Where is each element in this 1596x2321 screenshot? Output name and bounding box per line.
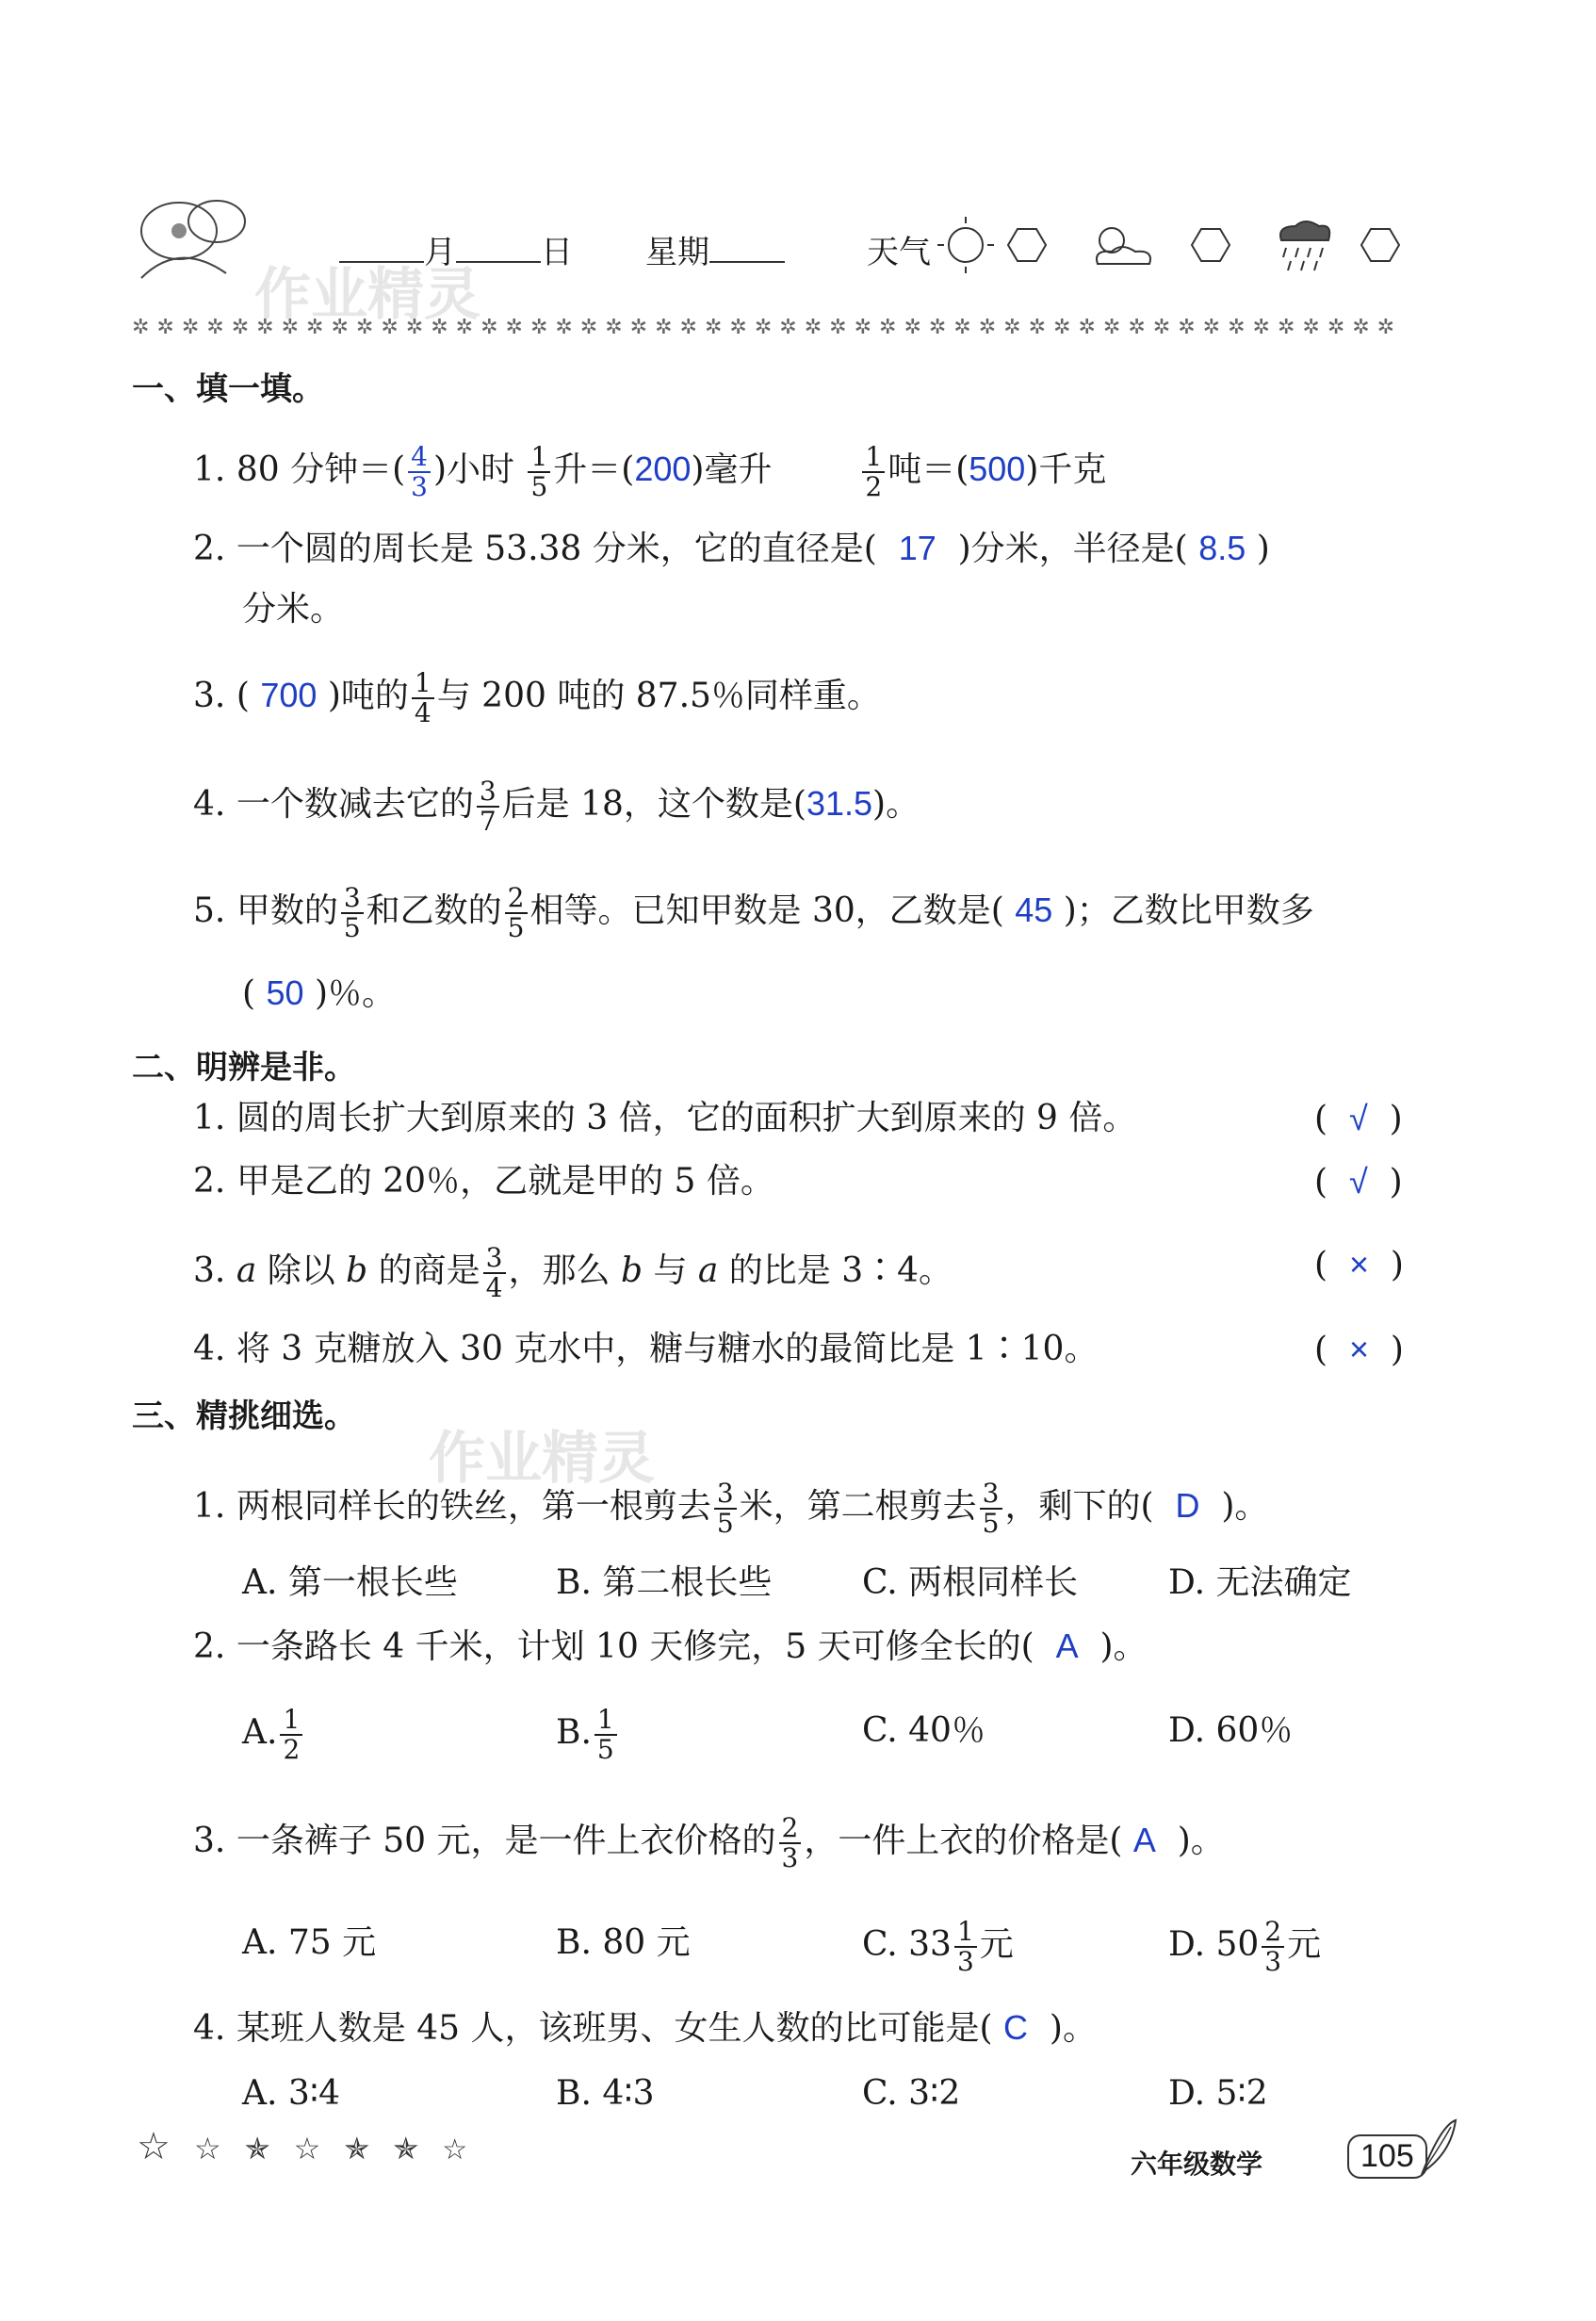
- leaf-decoration-icon: [1413, 2116, 1460, 2185]
- star-icon: ☆: [442, 2133, 468, 2166]
- s3-q4: 4. 某班人数是 45 人，该班男、女生人数的比可能是( C )。: [193, 2008, 1097, 2048]
- s2-q1: 1. 圆的周长扩大到原来的 3 倍，它的面积扩大到原来的 9 倍。: [193, 1099, 1137, 1137]
- date-month: 月 日: [339, 226, 573, 272]
- s1-q4: 4. 一个数减去它的 $\frac{3}{7}$ 后是 18，这个数是(31.5)。: [193, 776, 920, 837]
- page-number: 105: [1347, 2134, 1427, 2179]
- s2-q4-answer: ( × ): [1314, 1330, 1404, 1369]
- s1-q2: 2. 一个圆的周长是 53.38 分米，它的直径是( 17 )分米，半径是( 8.5 ): [193, 529, 1270, 568]
- s3-q1-opt-b: B. 第二根长些: [556, 1563, 773, 1602]
- s3-q2-opt-b: B. $\frac{1}{5}$: [556, 1706, 620, 1764]
- date-weekday: 星期: [645, 226, 785, 272]
- section-title-fill: 一、填一填。: [132, 370, 324, 408]
- s3-q2-opt-c: C. 40％: [862, 1711, 985, 1750]
- footer-stars: [137, 2125, 467, 2168]
- s1-q5: 5. 甲数的 $\frac{3}{5}$ 和乙数的 $\frac{2}{5}$ 相等。已知甲数是 30，乙数是( 45 )；乙数比甲数多: [193, 882, 1314, 943]
- star-icon: ☆: [137, 2125, 171, 2168]
- s3-q3-opt-d: D. 50 $\frac{2}{3}$ 元: [1168, 1916, 1322, 1977]
- s3-q1-opt-d: D. 无法确定: [1168, 1563, 1352, 1602]
- cloudy-icon: [1097, 228, 1150, 264]
- sun-icon: [937, 217, 994, 273]
- star-icon: ☆: [193, 2131, 221, 2166]
- weather-label: 天气: [867, 234, 931, 271]
- star-icon: ✯: [344, 2131, 370, 2166]
- s3-q2-opt-a: A. $\frac{1}{2}$: [242, 1706, 305, 1764]
- hexagon-checkbox: [1008, 229, 1046, 261]
- s2-q1-answer: ( √ ): [1314, 1099, 1403, 1138]
- s3-q4-opt-d: D. 5∶2: [1168, 2074, 1268, 2113]
- watermark-2: 作业精灵: [429, 1426, 655, 1492]
- watermark: 作业精灵: [254, 262, 480, 328]
- rain-icon: [1280, 221, 1329, 270]
- section-title-choose: 三、精挑细选。: [132, 1398, 356, 1435]
- s3-q1: 1. 两根同样长的铁丝，第一根剪去 $\frac{3}{5}$ 米，第二根剪去 $\frac{3}{5}$ ，剩下的( D )。: [193, 1478, 1269, 1539]
- weather-icons: [933, 212, 1423, 282]
- s3-q3-opt-c: C. 33 $\frac{1}{3}$ 元: [862, 1916, 1014, 1977]
- s2-q2-answer: ( √ ): [1314, 1162, 1403, 1201]
- s2-q2: 2. 甲是乙的 20％，乙就是甲的 5 倍。: [193, 1162, 774, 1201]
- s2-q3: 3. a 除以 b 的商是 $\frac{3}{4}$ ，那么 b 与 a 的比是 3∶4。: [193, 1242, 953, 1303]
- s3-q1-opt-c: C. 两根同样长: [862, 1563, 1079, 1602]
- star-divider: ✲✲✲✲✲✲✲✲✲✲✲✲✲✲✲✲✲✲✲✲✲✲✲✲✲✲✲✲✲✲✲✲✲✲✲✲✲✲✲✲✲✲✲✲✲✲✲✲✲✲✲: [132, 316, 1403, 339]
- s3-q4-opt-a: A. 3∶4: [242, 2074, 341, 2113]
- s3-q4-opt-c: C. 3∶2: [862, 2074, 961, 2113]
- s3-q4-opt-b: B. 4∶3: [556, 2074, 655, 2113]
- s3-q3: 3. 一条裤子 50 元，是一件上衣价格的 $\frac{2}{3}$ ，一件上衣的价格是( A )。: [193, 1812, 1225, 1873]
- s2-q3-answer: ( × ): [1314, 1245, 1404, 1284]
- footer-grade: 六年级数学: [1131, 2149, 1263, 2180]
- s3-q2-opt-d: D. 60％: [1168, 1711, 1294, 1750]
- s1-q3: 3. ( 700 )吨的 $\frac{1}{4}$ 与 200 吨的 87.5％同样重。: [193, 667, 881, 728]
- s3-q2: 2. 一条路长 4 千米，计划 10 天修完，5 天可修全长的( A )。: [193, 1626, 1148, 1666]
- s1-q1: 1. 80 分钟＝( $\frac{4}{3}$ )小时 $\frac{1}{5}$ 升＝(200)毫升 $\frac{1}{2}$ 吨＝(500)千克: [193, 441, 1107, 502]
- s2-q4: 4. 将 3 克糖放入 30 克水中，糖与糖水的最简比是 1∶10。: [193, 1330, 1099, 1368]
- s1-q5-cont: ( 50 )％。: [242, 973, 397, 1013]
- flower-decoration-icon: [122, 184, 273, 291]
- s3-q1-opt-a: A. 第一根长些: [242, 1563, 458, 1602]
- s3-q3-opt-a: A. 75 元: [242, 1923, 377, 1962]
- s1-q2-cont: 分米。: [242, 590, 345, 629]
- s3-q3-opt-b: B. 80 元: [556, 1923, 691, 1962]
- star-icon: ✯: [393, 2131, 419, 2166]
- section-title-judge: 二、明辨是非。: [132, 1049, 356, 1087]
- star-icon: ✯: [244, 2131, 270, 2166]
- star-icon: ☆: [293, 2131, 321, 2166]
- hexagon-checkbox: [1192, 229, 1230, 261]
- hexagon-checkbox: [1361, 229, 1399, 261]
